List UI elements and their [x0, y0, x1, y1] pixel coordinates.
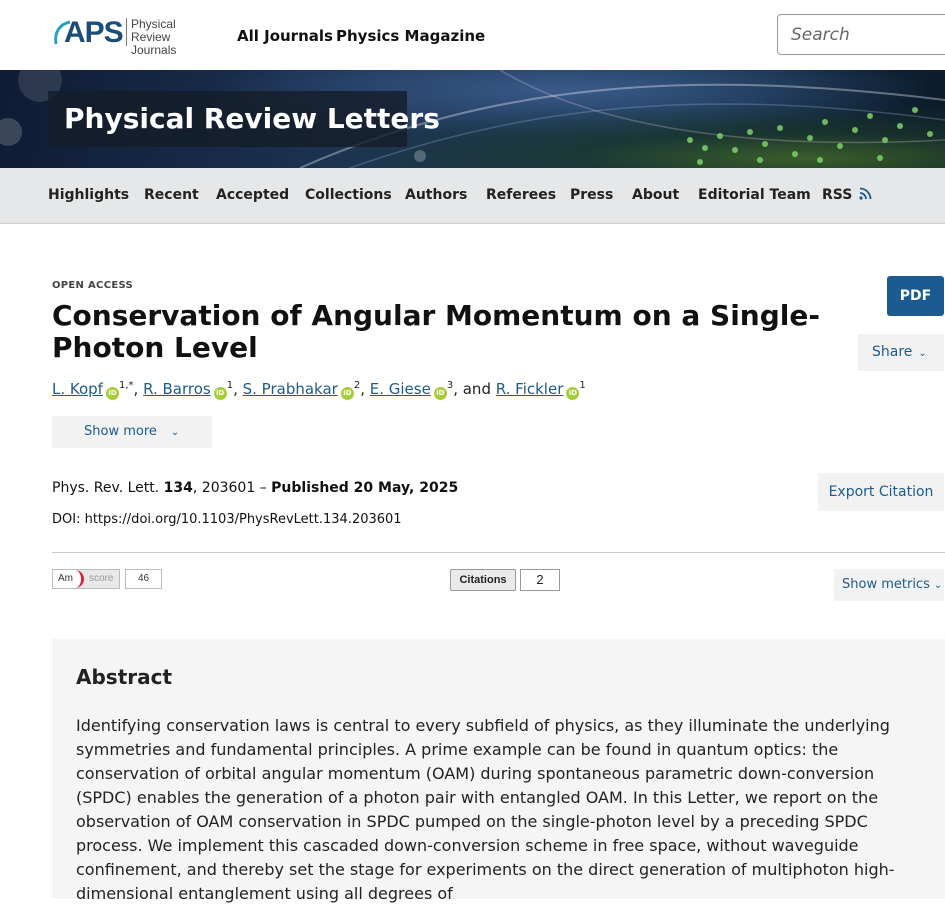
show-metrics-label: Show metrics — [842, 577, 930, 592]
nav-rss-label: RSS — [822, 187, 853, 203]
nav-rss[interactable] — [822, 187, 872, 203]
author-and: , and — [453, 380, 491, 398]
author-link[interactable]: L. Kopf — [52, 380, 103, 398]
journal-banner — [0, 70, 945, 168]
author-affiliation: 1,* — [118, 380, 134, 391]
author-affiliation: 1 — [226, 380, 234, 391]
logo-sub-line2: Journals — [131, 43, 177, 57]
journal-name: Phys. Rev. Lett. — [52, 480, 160, 496]
orcid-icon[interactable]: iD — [341, 387, 354, 400]
orcid-icon[interactable]: iD — [214, 387, 227, 400]
published-date: Published 20 May, 2025 — [271, 480, 459, 496]
chevron-down-icon: ⌄ — [170, 427, 180, 438]
journal-title-box — [48, 91, 440, 147]
altmetric-am: Am — [53, 570, 84, 588]
rss-icon — [859, 187, 872, 200]
doi[interactable]: DOI: https://doi.org/10.1103/PhysRevLett.134.203601 — [52, 512, 402, 527]
author-link[interactable]: R. Fickler — [495, 380, 564, 398]
search-input[interactable]: Search — [777, 14, 945, 55]
abstract-heading: Abstract — [76, 665, 173, 689]
nav-authors[interactable]: Authors — [405, 187, 468, 203]
author-link[interactable]: E. Giese — [369, 380, 431, 398]
logo-sub-line1: Physical Review — [131, 17, 176, 44]
author-affiliation: 1 — [579, 380, 586, 391]
show-more-label: Show more — [84, 424, 157, 439]
nav-accepted[interactable]: Accepted — [216, 187, 290, 203]
author-list: L. Kopf $iD^{1,*}$, R. Barros $iD^1$, S. Prabhakar $iD^2$, E. Giese $iD^3$, and R. Fickler $iD^1$ — [52, 380, 586, 398]
article-number: , 203601 – — [192, 480, 272, 496]
orcid-icon[interactable]: iD — [106, 387, 119, 400]
citations-count: 2 — [520, 569, 560, 591]
orcid-icon[interactable]: iD — [434, 387, 447, 400]
open-access-label: OPEN ACCESS — [52, 280, 134, 291]
logo-divider — [126, 18, 127, 46]
nav-editorial-team[interactable]: Editorial Team — [698, 187, 811, 203]
citations-label: Citations — [450, 569, 516, 591]
export-citation-button[interactable]: Export Citation — [818, 473, 944, 511]
share-label: Share — [872, 344, 913, 360]
journal-nav — [0, 168, 945, 224]
aps-logo[interactable] — [52, 16, 217, 57]
altmetric-score: 46 — [125, 569, 162, 589]
nav-press[interactable]: Press — [570, 187, 614, 203]
journal-reference — [52, 480, 458, 496]
all-journals-link[interactable]: All Journals — [237, 27, 333, 45]
nav-highlights[interactable]: Highlights — [48, 187, 130, 203]
physics-magazine-link[interactable]: Physics Magazine — [336, 27, 486, 45]
journal-title[interactable]: Physical Review Letters — [64, 102, 440, 135]
author-affiliation: 3 — [446, 380, 454, 391]
show-more-button[interactable] — [52, 416, 212, 448]
altmetric-score-label: score — [89, 573, 114, 584]
altmetric-badge-body — [52, 569, 120, 589]
abstract-text: Identifying conservation laws is central to every subfield of physics, as they illuminate the underlying symmetries and fundamental principles. A prime example can be found in quantum optics: the conservation of orbital angular momentum (OAM) during spontaneous parametric down-conversion (SPDC) enables the generation of a photon pair with entangled OAM. In this Letter, we report on the observation of OAM conservation in SPDC pumped on the single-photon level by a preceding SPDC process. We implement this cascaded down-conversion scheme in free space, without waveguide confinement, and thereby set the stage for experiments on the direct generation of multiphoton high-dimensional entanglement using all degrees of — [76, 716, 895, 903]
chevron-down-icon: ⌄ — [918, 348, 927, 359]
share-button[interactable] — [858, 334, 944, 371]
abstract-section — [52, 639, 945, 903]
chevron-down-icon: ⌄ — [933, 580, 943, 591]
pdf-button[interactable]: PDF — [887, 276, 944, 316]
show-metrics-button[interactable] — [834, 569, 944, 601]
divider — [52, 552, 945, 553]
author-affiliation: 2 — [353, 380, 361, 391]
author-link[interactable]: S. Prabhakar — [242, 380, 338, 398]
article-title: Conservation of Angular Momentum on a Single-Photon Level — [52, 299, 820, 364]
orcid-icon[interactable]: iD — [566, 387, 579, 400]
nav-collections[interactable]: Collections — [305, 187, 392, 203]
author-link[interactable]: R. Barros — [143, 380, 211, 398]
journal-volume: 134 — [163, 480, 193, 496]
nav-referees[interactable]: Referees — [486, 187, 557, 203]
logo-subtitle — [131, 18, 217, 57]
nav-recent[interactable]: Recent — [144, 187, 199, 203]
logo-aps-text: APS — [64, 16, 123, 49]
nav-about[interactable]: About — [632, 187, 680, 203]
top-bar — [0, 0, 945, 70]
